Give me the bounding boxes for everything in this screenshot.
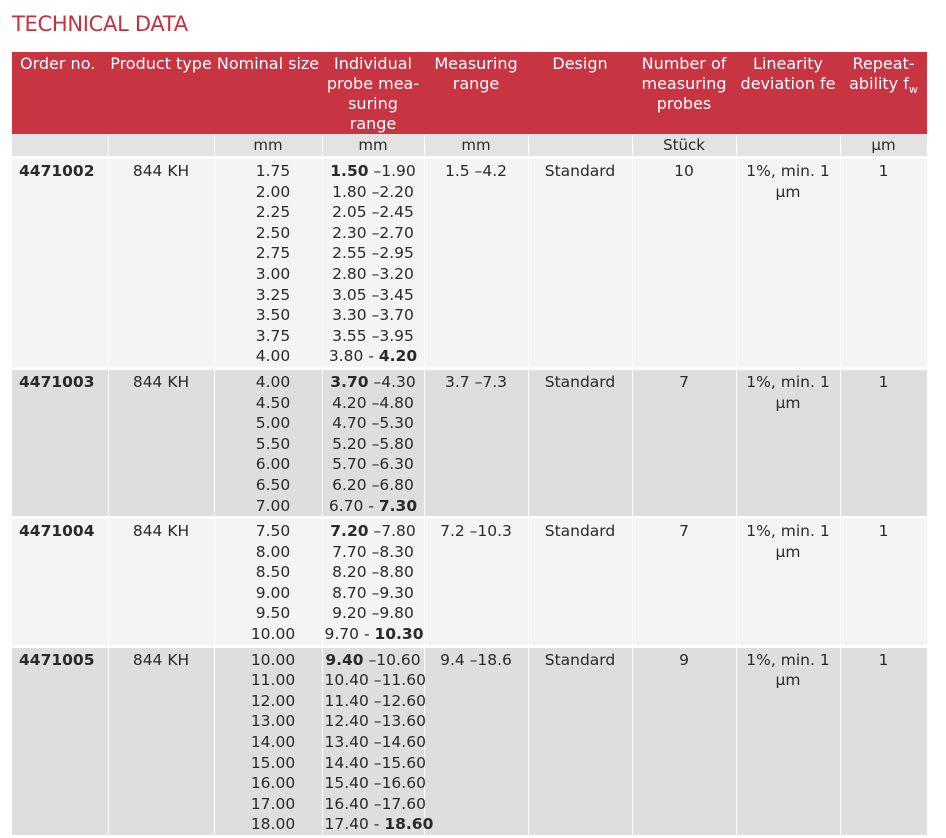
nominal-size-value: 17.00 [250,794,296,813]
technical-data-table [12,52,928,835]
unit-product [108,134,214,158]
nominal-size-value: 9.50 [255,604,291,623]
individual-range-value: 9.20 –9.80 [332,604,414,623]
unit-order [12,134,108,158]
repeatability: 1 [840,158,927,369]
measuring-range: 9.4 –18.6 [424,646,528,835]
nominal-size-value: 10.00 [250,625,296,644]
product-type: 844 KH [108,646,214,835]
individual-range-value: 10.40 –11.60 [324,671,426,690]
unit-design [528,134,632,158]
order-number: 4471004 [12,518,108,647]
unit-number: Stück [632,134,736,158]
header-individual-range: Individual probe mea- suring range [322,52,424,134]
individual-range-value: 3.30 –3.70 [332,306,414,325]
unit-nominal: mm [214,134,322,158]
header-product-type: Product type [108,52,214,134]
nominal-size-value: 2.75 [255,244,291,263]
repeatability: 1 [840,646,927,835]
number-of-probes: 10 [632,158,736,369]
header-linearity: Linearity deviation fe [736,52,840,134]
measuring-range: 3.7 –7.3 [424,368,528,517]
nominal-size-value: 10.00 [250,650,296,669]
individual-range-value: 2.80 –3.20 [332,264,414,283]
individual-range-value: 12.40 –13.60 [324,712,426,731]
nominal-size-value: 2.25 [255,203,291,222]
individual-range-value: 6.20 –6.80 [332,475,414,494]
nominal-size-value: 16.00 [250,774,296,793]
linearity-deviation: 1%, min. 1 µm [736,368,840,517]
individual-range-value: 9.40 –10.60 [325,650,421,669]
design: Standard [528,646,632,835]
number-of-probes: 7 [632,518,736,647]
order-number: 4471002 [12,158,108,369]
individual-range-value: 3.80 - 4.20 [328,347,418,366]
unit-individual: mm [322,134,424,158]
nominal-sizes [214,368,322,517]
individual-range-value: 14.40 –15.60 [324,753,426,772]
individual-range-value: 3.05 –3.45 [332,285,414,304]
measuring-range: 1.5 –4.2 [424,158,528,369]
individual-range-value: 9.70 - 10.30 [324,625,424,644]
individual-ranges [322,646,434,835]
nominal-size-value: 3.25 [255,285,291,304]
table-row [12,646,927,835]
individual-range-value: 16.40 –17.60 [324,794,426,813]
nominal-size-value: 5.50 [255,434,291,453]
unit-linearity [736,134,840,158]
order-number: 4471003 [12,368,108,517]
nominal-sizes [214,646,322,835]
individual-range-value: 4.70 –5.30 [332,414,414,433]
nominal-size-value: 12.00 [250,691,296,710]
header-measuring-range: Measuring range [424,52,528,134]
nominal-size-value: 15.00 [250,753,296,772]
nominal-sizes [214,158,322,369]
linearity-deviation: 1%, min. 1 µm [736,158,840,369]
individual-range-value: 13.40 –14.60 [324,733,426,752]
individual-range-value: 7.20 –7.80 [330,522,416,541]
nominal-sizes [214,518,322,647]
nominal-size-value: 3.00 [255,264,291,283]
header-order-no: Order no. [12,52,108,134]
header-repeatability: Repeat- ability $f_w$ [840,52,927,134]
individual-ranges [322,368,424,517]
product-type: 844 KH [108,368,214,517]
individual-range-value: 7.70 –8.30 [332,542,414,561]
unit-measuring: mm [424,134,528,158]
individual-range-value: 2.55 –2.95 [332,244,414,263]
individual-range-value: 1.80 –2.20 [332,182,414,201]
individual-range-value: 4.20 –4.80 [332,393,414,412]
nominal-size-value: 5.00 [255,414,291,433]
nominal-size-value: 2.50 [255,223,291,242]
nominal-size-value: 8.50 [255,563,291,582]
individual-range-value: 5.70 –6.30 [332,455,414,474]
nominal-size-value: 4.50 [255,393,291,412]
units-row [12,134,927,158]
nominal-size-value: 7.50 [255,522,291,541]
nominal-size-value: 11.00 [250,671,296,690]
product-type: 844 KH [108,518,214,647]
nominal-size-value: 1.75 [255,162,291,180]
linearity-deviation: 1%, min. 1 µm [736,646,840,835]
nominal-size-value: 8.00 [255,542,291,561]
order-number: 4471005 [12,646,108,835]
individual-range-value: 15.40 –16.60 [324,774,426,793]
nominal-size-value: 4.00 [255,372,291,391]
individual-ranges [322,158,424,369]
page-title: TECHNICAL DATA [12,12,188,36]
individual-range-value: 17.40 - 18.60 [324,815,434,834]
individual-range-value: 8.70 –9.30 [332,583,414,602]
individual-range-value: 11.40 –12.60 [324,691,426,710]
nominal-size-value: 2.00 [255,182,291,201]
unit-repeatability: µm [840,134,927,158]
individual-range-value: 1.50 –1.90 [330,162,416,180]
individual-range-value: 2.30 –2.70 [332,223,414,242]
nominal-size-value: 14.00 [250,733,296,752]
nominal-size-value: 3.75 [255,326,291,345]
repeatability: 1 [840,518,927,647]
individual-ranges [322,518,424,647]
nominal-size-value: 6.50 [255,475,291,494]
nominal-size-value: 9.00 [255,583,291,602]
nominal-size-value: 7.00 [255,496,291,515]
nominal-size-value: 18.00 [250,815,296,834]
design: Standard [528,368,632,517]
measuring-range: 7.2 –10.3 [424,518,528,647]
table-row [12,518,927,647]
design: Standard [528,518,632,647]
individual-range-value: 3.70 –4.30 [330,372,416,391]
nominal-size-value: 6.00 [255,455,291,474]
table-row [12,158,927,369]
header-row [12,52,927,134]
header-nominal-size: Nominal size [214,52,322,134]
product-type: 844 KH [108,158,214,369]
individual-range-value: 5.20 –5.80 [332,434,414,453]
individual-range-value: 3.55 –3.95 [332,326,414,345]
header-design: Design [528,52,632,134]
design: Standard [528,158,632,369]
nominal-size-value: 3.50 [255,306,291,325]
individual-range-value: 2.05 –2.45 [332,203,414,222]
individual-range-value: 6.70 - 7.30 [328,496,418,515]
nominal-size-value: 4.00 [255,347,291,366]
nominal-size-value: 13.00 [250,712,296,731]
linearity-deviation: 1%, min. 1 µm [736,518,840,647]
individual-range-value: 8.20 –8.80 [332,563,414,582]
table-row [12,368,927,517]
repeatability: 1 [840,368,927,517]
number-of-probes: 7 [632,368,736,517]
header-number-of-probes: Number of measuring probes [632,52,736,134]
number-of-probes: 9 [632,646,736,835]
